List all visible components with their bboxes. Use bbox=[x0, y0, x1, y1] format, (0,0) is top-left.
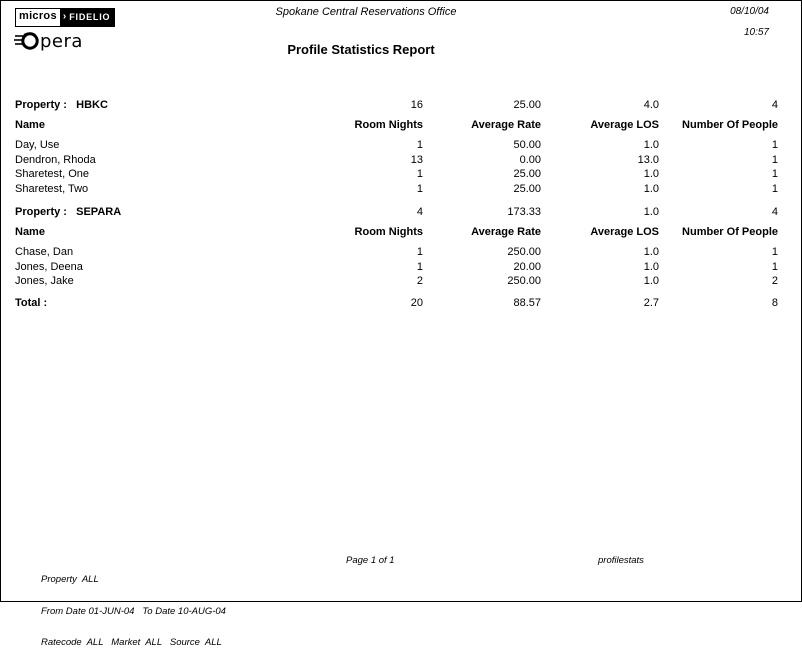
cell-value: 2 bbox=[771, 275, 778, 287]
cell-value: 1.0 bbox=[643, 168, 659, 180]
table-row bbox=[1, 246, 801, 261]
cell-value: 1 bbox=[771, 246, 778, 258]
cell-name: Dendron, Rhoda bbox=[15, 153, 96, 166]
table-row bbox=[1, 275, 801, 290]
cell-value: Average Rate bbox=[471, 226, 541, 238]
cell-value: Number Of People bbox=[682, 119, 778, 131]
cell-value: 25.00 bbox=[513, 99, 541, 111]
cell-value: Room Nights bbox=[354, 119, 423, 131]
report-date: 08/10/04 bbox=[730, 6, 769, 17]
filter-codes: Ratecode ALL Market ALL Source ALL bbox=[41, 637, 222, 648]
cell-value: 1.0 bbox=[643, 260, 659, 273]
table-row bbox=[1, 261, 801, 276]
cell-value: 20 bbox=[410, 296, 423, 309]
office-title: Spokane Central Reservations Office bbox=[275, 6, 457, 18]
cell-value: 1 bbox=[416, 260, 423, 273]
property-row bbox=[1, 99, 801, 119]
cell-value: 4.0 bbox=[643, 99, 659, 111]
cell-value: 1 bbox=[416, 168, 423, 180]
cell-value: 13 bbox=[410, 153, 423, 166]
cell-value: 1.0 bbox=[643, 246, 659, 258]
cell-value: Average LOS bbox=[590, 226, 659, 238]
page-number: Page 1 of 1 bbox=[346, 555, 395, 566]
cell-name: Sharetest, One bbox=[15, 168, 89, 180]
cell-value: 1.0 bbox=[643, 182, 659, 195]
cell-name: Sharetest, Two bbox=[15, 182, 89, 195]
fidelio-logo-text: FIDELIO bbox=[68, 8, 115, 27]
cell-value: 25.00 bbox=[513, 168, 541, 180]
cell-value: 50.00 bbox=[513, 139, 541, 151]
cell-value: 0.00 bbox=[519, 153, 541, 166]
cell-value: 20.00 bbox=[513, 260, 541, 273]
cell-value: 8 bbox=[771, 296, 778, 309]
cell-value: 4 bbox=[771, 99, 778, 111]
cell-value: 1.0 bbox=[643, 206, 659, 218]
cell-value: 1.0 bbox=[643, 139, 659, 151]
cell-name: Name bbox=[15, 226, 45, 238]
cell-value: 25.00 bbox=[513, 182, 541, 195]
cell-value: 1 bbox=[771, 153, 778, 166]
cell-value: Room Nights bbox=[354, 226, 423, 238]
cell-value: 88.57 bbox=[513, 296, 541, 309]
cell-value: 1 bbox=[771, 168, 778, 180]
cell-value: 250.00 bbox=[507, 275, 541, 287]
total-row bbox=[1, 297, 801, 312]
column-header-row bbox=[1, 226, 801, 246]
cell-value: 16 bbox=[410, 99, 423, 111]
report-file-name: profilestats bbox=[598, 555, 644, 566]
cell-value: 2 bbox=[416, 275, 423, 287]
table-row bbox=[1, 154, 801, 169]
cell-name: Jones, Deena bbox=[15, 260, 83, 273]
column-header-row bbox=[1, 119, 801, 139]
cell-name: Jones, Jake bbox=[15, 275, 74, 287]
filter-dates: From Date 01-JUN-04 To Date 10-AUG-04 bbox=[41, 605, 226, 617]
cell-name: Name bbox=[15, 119, 45, 131]
cell-value: 2.7 bbox=[643, 296, 659, 309]
report-table bbox=[1, 99, 801, 311]
micros-logo-text: micros bbox=[15, 8, 61, 27]
cell-name: Day, Use bbox=[15, 139, 60, 151]
cell-value: Average Rate bbox=[471, 119, 541, 131]
cell-name: Property : SEPARA bbox=[15, 206, 122, 218]
cell-value: 173.33 bbox=[507, 206, 541, 218]
cell-value: 4 bbox=[416, 206, 423, 218]
cell-value: 13.0 bbox=[637, 153, 659, 166]
logo-arrow-icon: › bbox=[61, 8, 68, 27]
cell-name: Total : bbox=[15, 296, 48, 309]
report-time: 10:57 bbox=[743, 27, 769, 38]
property-row bbox=[1, 206, 801, 226]
cell-name: Property : HBKC bbox=[15, 99, 108, 111]
footer-filters bbox=[41, 554, 226, 670]
cell-value: 1 bbox=[416, 139, 423, 151]
cell-value: 1 bbox=[771, 260, 778, 273]
opera-logo-text: pera bbox=[40, 30, 83, 52]
table-row bbox=[1, 168, 801, 183]
page-title: Profile Statistics Report bbox=[287, 42, 435, 57]
cell-value: 1 bbox=[416, 182, 423, 195]
cell-value: 1.0 bbox=[643, 275, 659, 287]
cell-value: 4 bbox=[771, 206, 778, 218]
cell-name: Chase, Dan bbox=[15, 246, 74, 258]
table-row bbox=[1, 183, 801, 198]
cell-value: Number Of People bbox=[682, 226, 778, 238]
cell-value: Average LOS bbox=[590, 119, 659, 131]
cell-value: 1 bbox=[771, 182, 778, 195]
table-row bbox=[1, 139, 801, 154]
cell-value: 1 bbox=[416, 246, 423, 258]
cell-value: 1 bbox=[771, 139, 778, 151]
filter-property: Property ALL bbox=[41, 574, 99, 585]
cell-value: 250.00 bbox=[507, 246, 541, 258]
